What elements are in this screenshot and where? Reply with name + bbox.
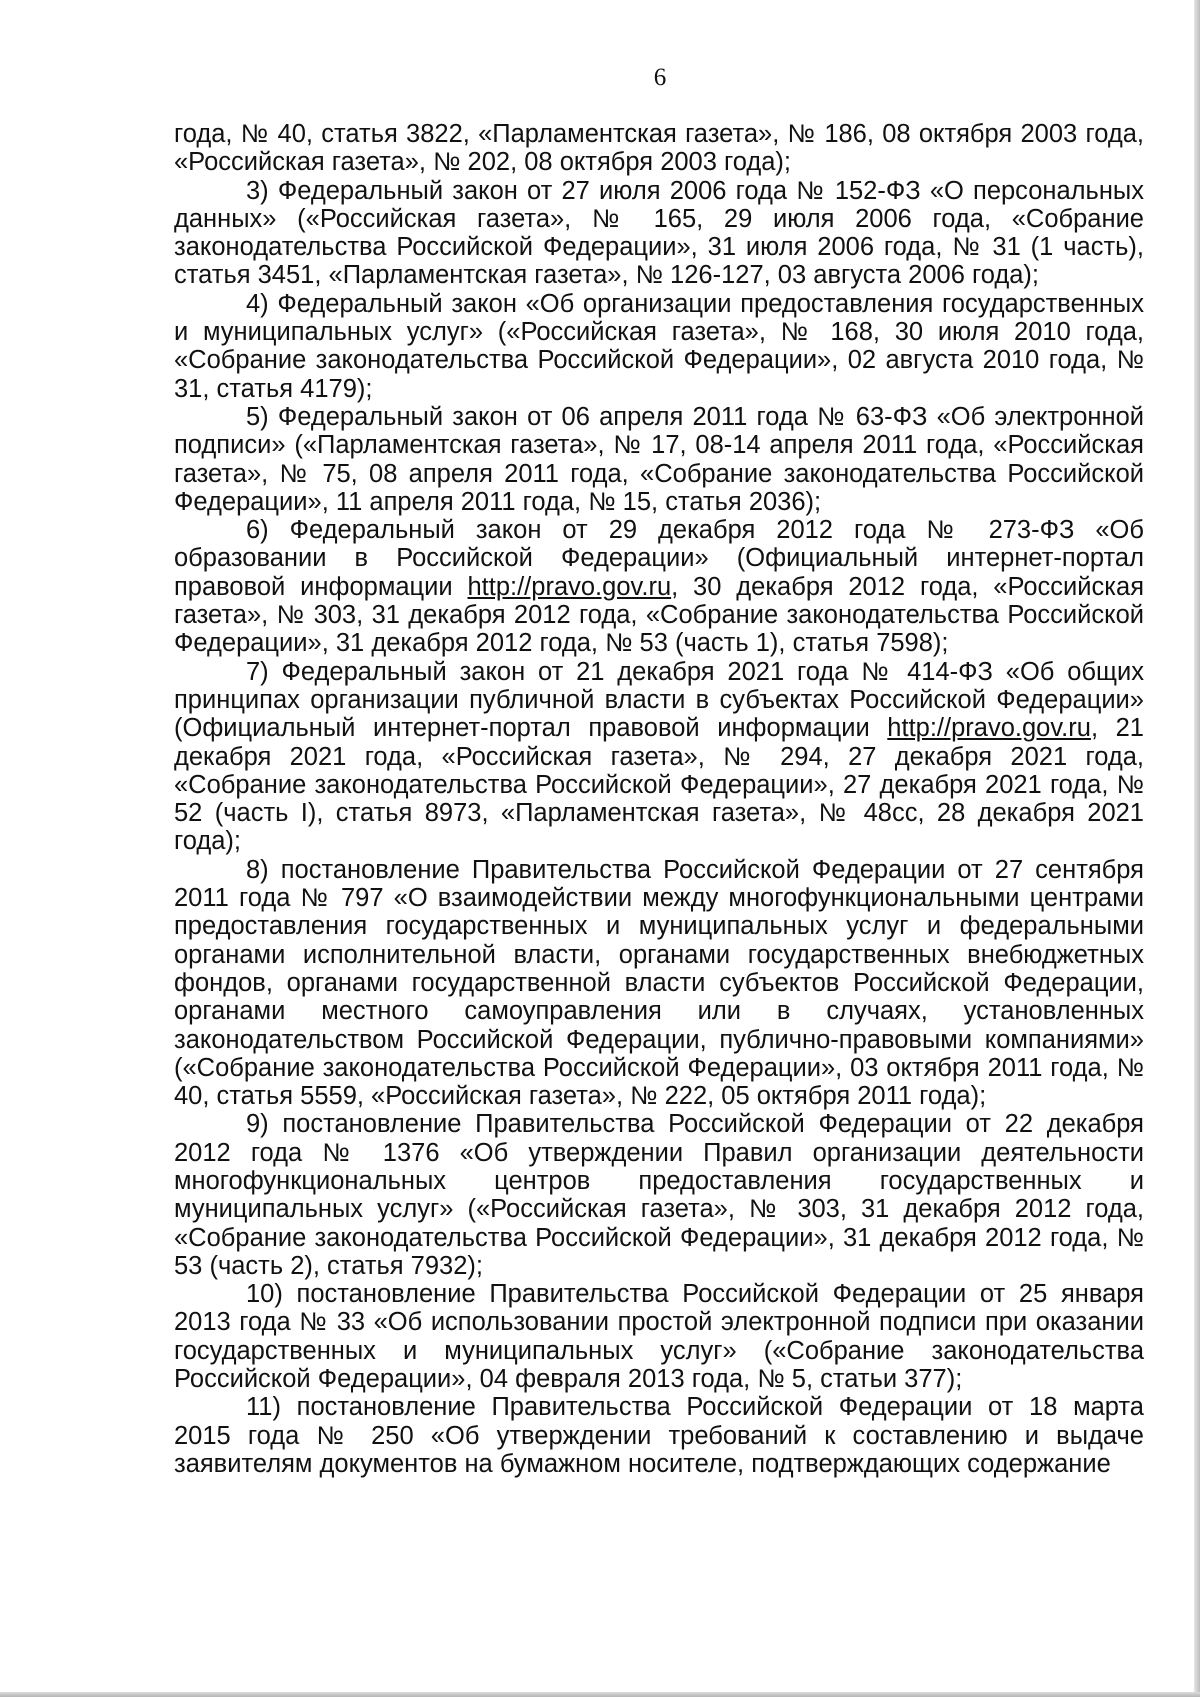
paragraph-text: года, № 40, статья 3822, «Парламентская газета», № 186, 08 октября 2003 года, «Российская газета», № 202, 08 октября 2003 года); (174, 120, 1144, 177)
paragraph-p9 (174, 1110, 1144, 1280)
paragraph-p10 (174, 1280, 1144, 1393)
paragraph-p8 (174, 856, 1144, 1111)
paragraph-p7 (174, 658, 1144, 856)
paragraph-text: 7) Федеральный закон от 21 декабря 2021 года № 414-ФЗ «Об общих принципах организации публичной власти в субъектах Российской Федерации» (Официальный интернет-портал правовой информации (174, 657, 1144, 743)
paragraph-p6 (174, 516, 1144, 657)
paragraph-text: 11) постановление Правительства Российской Федерации от 18 марта 2015 года № 250 «Об утверждении требований к составлению и выдаче заявителям документов на бумажном носителе, подтверждающих содержание (174, 1393, 1144, 1478)
document-body (174, 120, 1144, 1478)
paragraph-text: , 21 декабря 2021 года, «Российская газета», № 294, 27 декабря 2021 года, «Собрание законодательства Российской Федерации», 27 декабря 2021 года, № 52 (часть I), статья 8973, «Парламентская газета», № 48сс, 28 декабря 2021 года); (174, 714, 1144, 856)
paragraph-p3 (174, 177, 1144, 290)
paragraph-p5 (174, 403, 1144, 516)
paragraph-text: 5) Федеральный закон от 06 апреля 2011 года № 63-ФЗ «Об электронной подписи» («Парламентская газета», № 17, 08-14 апреля 2011 года, «Российская газета», № 75, 08 апреля 2011 года, «Собрание законодательства Российской Федерации», 11 апреля 2011 года, № 15, статья 2036); (174, 402, 1144, 516)
paragraph-p4 (174, 290, 1144, 403)
paragraph-p11 (174, 1393, 1144, 1478)
page-edge-bottom (0, 1692, 1200, 1697)
paragraph-text: 10) постановление Правительства Российской Федерации от 25 января 2013 года № 33 «Об использовании простой электронной подписи при оказании государственных и муниципальных услуг» («Собрание законодательства Российской Федерации», 04 февраля 2013 года, № 5, статьи 377); (174, 1280, 1144, 1394)
paragraph-text: , 30 декабря 2012 года, «Российская газета», № 303, 31 декабря 2012 года, «Собрание законодательства Российской Федерации», 31 декабря 2012 года, № 53 (часть 1), статья 7598); (174, 572, 1145, 658)
page-number: 6 (653, 64, 667, 91)
paragraph-text: 4) Федеральный закон «Об организации предоставления государственных и муниципальных услуг» («Российская газета», № 168, 30 июля 2010 года, «Собрание законодательства Российской Федерации», 02 августа 2010 года, № 31, статья 4179); (174, 289, 1144, 403)
pravo-gov-link[interactable]: http://pravo.gov.ru (887, 714, 1091, 743)
paragraph-text: 8) постановление Правительства Российской Федерации от 27 сентября 2011 года № 797 «О взаимодействии между многофункциональными центрами предоставления государственных и муниципальных услуг и федеральными органами исполнительной власти, органами государственных внебюджетных фондов, органами государственной власти субъектов Российской Федерации, органами местного самоуправления или в случаях, установленных законодательством Российской Федерации, публично-правовыми компаниями» («Собрание законодательства Российской Федерации», 03 октября 2011 года, № 40, статья 5559, «Российская газета», № 222, 05 октября 2011 года); (174, 855, 1144, 1111)
paragraph-text: 3) Федеральный закон от 27 июля 2006 года № 152-ФЗ «О персональных данных» («Российская газета», № 165, 29 июля 2006 года, «Собрание законодательства Российской Федерации», 31 июля 2006 года, № 31 (1 часть), статья 3451, «Парламентская газета», № 126-127, 03 августа 2006 года); (174, 176, 1144, 290)
paragraph-p0 (174, 120, 1144, 177)
paragraph-text: 6) Федеральный закон от 29 декабря 2012 года № 273-ФЗ «Об образовании в Российской Федерации» (Официальный интернет-портал правовой информации (174, 516, 1144, 601)
page-edge-right (1194, 0, 1200, 1697)
paragraph-text: 9) постановление Правительства Российской Федерации от 22 декабря 2012 года № 1376 «Об утверждении Правил организации деятельности многофункциональных центров предоставления государственных и муниципальных услуг» («Российская газета», № 303, 31 декабря 2012 года, «Собрание законодательства Российской Федерации», 31 декабря 2012 года, № 53 (часть 2), статья 7932); (174, 1110, 1144, 1280)
pravo-gov-link[interactable]: http://pravo.gov.ru (467, 572, 672, 601)
